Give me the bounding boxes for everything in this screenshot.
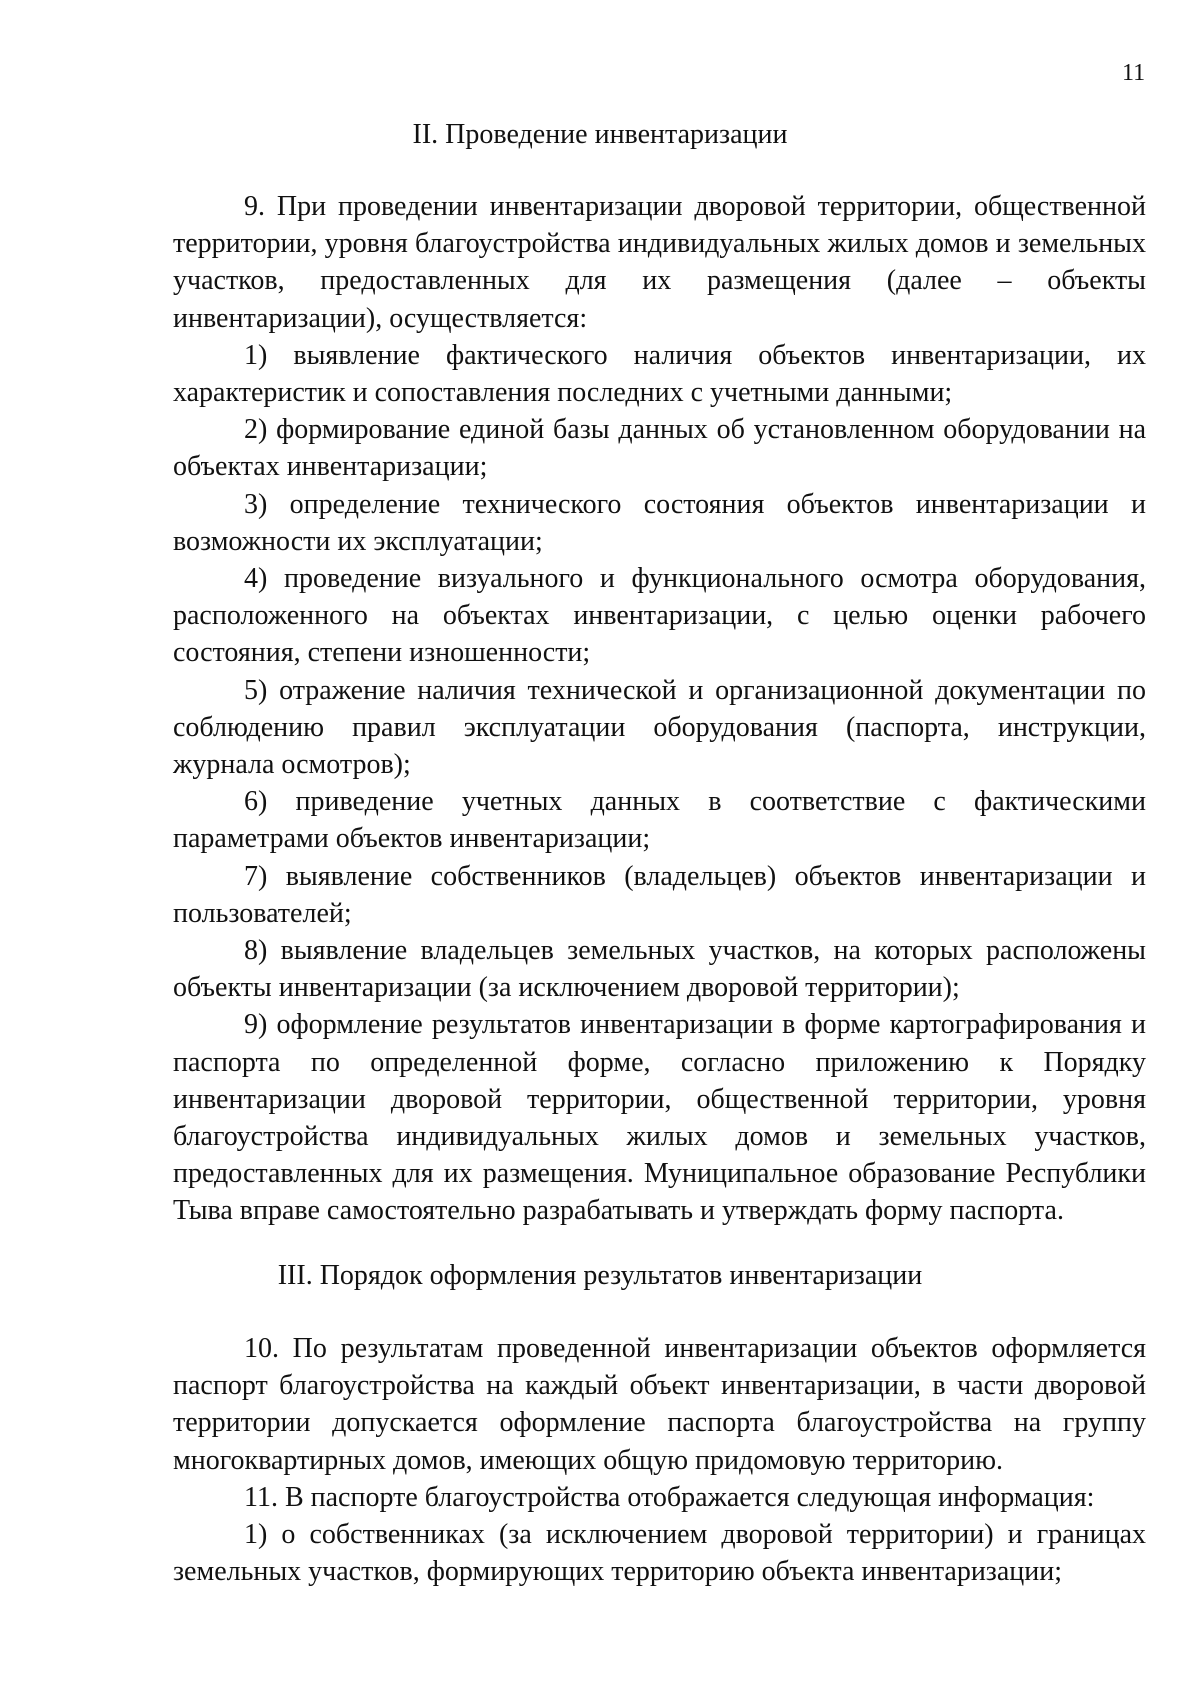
paragraph-11: 11. В паспорте благоустройства отображается следующая информация: [244,1481,1095,1513]
list-item-11-1: 1) о собственниках (за исключением дворовой территории) и границах земельных участков, формирующих территорию объекта инвентаризации; [173,1519,1146,1588]
list-item-4: 4) проведение визуального и функционального осмотра оборудования, расположенного на объектах инвентаризации, с целью оценки рабочего состояния, степени изношенности; [173,563,1146,669]
list-item-1: 1) выявление фактического наличия объектов инвентаризации, их характеристик и сопоставления последних с учетными данными; [173,339,1146,409]
list-item-8: 8) выявление владельцев земельных участков, на которых расположены объекты инвентаризации (за исключением дворовой территории); [173,935,1146,1004]
section-3-body [173,1330,1146,1590]
list-item-7: 7) выявление собственников (владельцев) объектов инвентаризации и пользователей; [173,860,1146,929]
list-item-9: 9) оформление результатов инвентаризации в форме картографирования и паспорта по определенной форме, согласно приложению к Порядку инвентаризации дворовой территории, общественной территории, уровня благоустройства индивидуальных жилых домов и земельных участков, предоставленных для их размещения. Муниципальное образование Республики Тыва вправе самостоятельно разрабатывать и утверждать форму паспорта. [173,1009,1146,1227]
page-number: 11 [1122,60,1146,86]
list-item-6: 6) приведение учетных данных в соответствие с фактическими параметрами объектов инвентаризации; [173,786,1146,855]
paragraph-9: 9. При проведении инвентаризации дворовой территории, общественной территории, уровня благоустройства индивидуальных жилых домов и земельных участков, предоставленных для их размещения (далее – объекты инвентаризации), осуществляется: [173,191,1146,334]
section-3-heading: III. Порядок оформления результатов инвентаризации [277,1260,923,1291]
list-item-5: 5) отражение наличия технической и организационной документации по соблюдению правил эксплуатации оборудования (паспорта, инструкции, журнала осмотров); [173,674,1146,781]
paragraph-10: 10. По результатам проведенной инвентаризации объектов оформляется паспорт благоустройства на каждый объект инвентаризации, в части дворовой территории допускается оформление паспорта благоустройства на группу многоквартирных домов, имеющих общую придомовую территорию. [173,1333,1146,1476]
list-item-3: 3) определение технического состояния объектов инвентаризации и возможности их эксплуатации; [173,488,1146,557]
section-2-body [173,188,1146,1230]
section-2-heading: II. Проведение инвентаризации [412,119,788,150]
list-item-2: 2) формирование единой базы данных об установленном оборудовании на объектах инвентаризации; [173,414,1146,483]
